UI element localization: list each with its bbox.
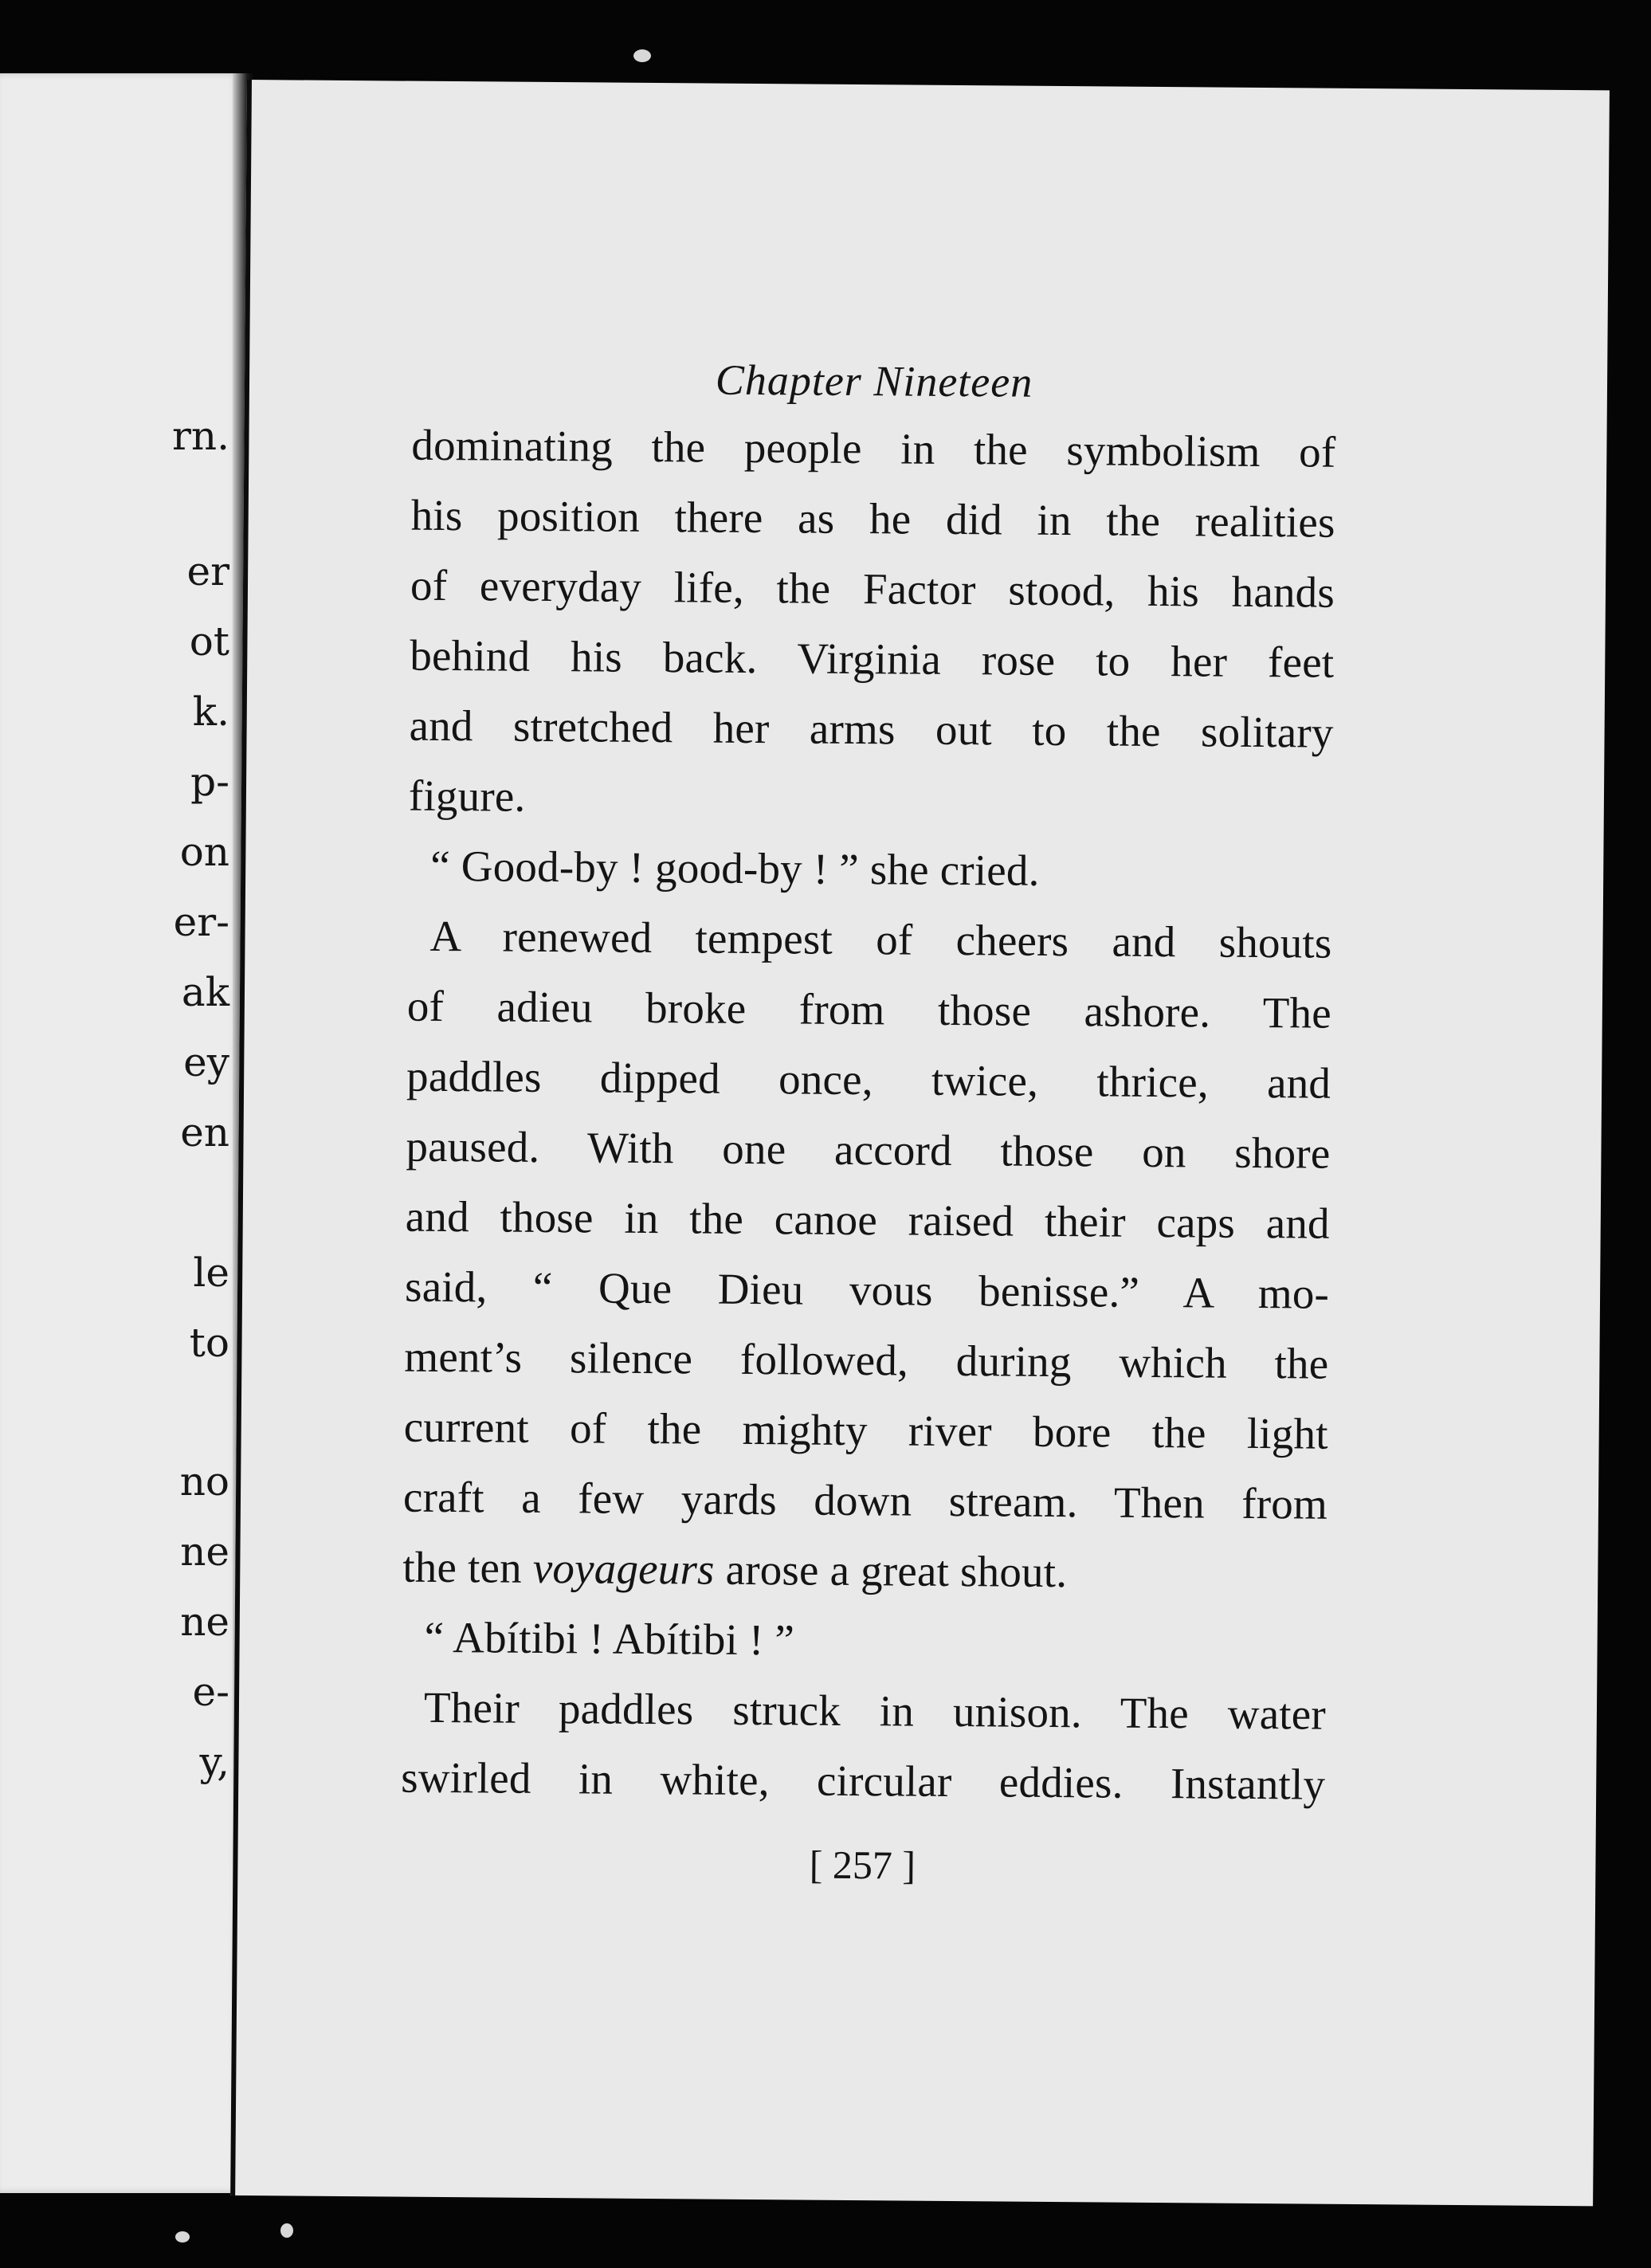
left-page-word-fragment: k. [192, 689, 229, 735]
text-line: paddles dipped once, twice, thrice, and [406, 1051, 1331, 1108]
left-page-word-fragment: rn. [172, 413, 229, 459]
left-page-word-fragment: no [179, 1458, 229, 1505]
page-text-block [401, 352, 1336, 1820]
body-text [401, 410, 1336, 1819]
left-page-word-fragment: ne [180, 1528, 229, 1575]
left-page-word-fragment: to [189, 1320, 229, 1366]
left-page-word-fragment: y, [199, 1739, 229, 1785]
left-page-word-fragment: on [179, 829, 229, 875]
text-line: paused. With one accord those on shore [406, 1121, 1331, 1178]
text-line: his position there as he did in the realities [410, 490, 1335, 547]
page-number: [ 257 ] [809, 1842, 916, 1888]
text-line: “ Good-by ! good-by ! ” she cried. [430, 841, 1040, 895]
left-page-word-fragment: e- [192, 1669, 229, 1715]
text-line: swirled in white, circular eddies. Instantly [401, 1752, 1326, 1809]
left-page-word-fragment: ne [180, 1599, 229, 1645]
text-line: and stretched her arms out to the solitary [409, 700, 1334, 757]
text-line: of everyday life, the Factor stood, his hands [410, 560, 1335, 617]
left-page-word-fragment: ot [189, 618, 229, 665]
italic-word: voyageurs [532, 1543, 715, 1594]
text-line: Their paddles struck in unison. The water [423, 1682, 1327, 1739]
text-line: “ Abítibi ! Abítibi ! ” [424, 1612, 795, 1665]
left-page-word-fragment: le [193, 1250, 229, 1296]
dust-speck [175, 2231, 190, 2242]
text-line: ment’s silence followed, during which the [404, 1332, 1329, 1388]
text-line: A renewed tempest of cheers and shouts [429, 911, 1332, 967]
text-line: behind his back. Virginia rose to her feet [410, 630, 1335, 687]
text-line: craft a few yards down stream. Then from [402, 1472, 1328, 1528]
text-segment: the ten [402, 1542, 534, 1592]
left-page-word-fragment: en [180, 1109, 229, 1156]
dust-speck [633, 49, 651, 62]
left-page-word-fragment: er- [173, 899, 229, 945]
text-line: dominating the people in the symbolism of [411, 420, 1336, 477]
text-segment: arose a great shout. [714, 1544, 1068, 1596]
running-head: Chapter Nineteen [715, 355, 1033, 406]
text-line: and those in the canoe raised their caps and [405, 1191, 1331, 1248]
book-page [230, 80, 1610, 2206]
left-page-fragment [0, 73, 241, 2193]
left-page-word-fragment: ak [181, 969, 229, 1015]
text-line [402, 1532, 1327, 1609]
text-line: current of the mighty river bore the light [403, 1402, 1328, 1458]
text-line: figure. [408, 771, 526, 821]
left-page-word-fragment: p- [190, 759, 229, 805]
left-page-word-fragment: er [186, 548, 229, 594]
dust-speck [280, 2223, 293, 2238]
text-line: of adieu broke from those ashore. The [406, 981, 1332, 1038]
left-page-word-fragment: ey [183, 1039, 229, 1085]
text-line: said, “ Que Dieu vous benisse.” A mo- [404, 1262, 1330, 1318]
